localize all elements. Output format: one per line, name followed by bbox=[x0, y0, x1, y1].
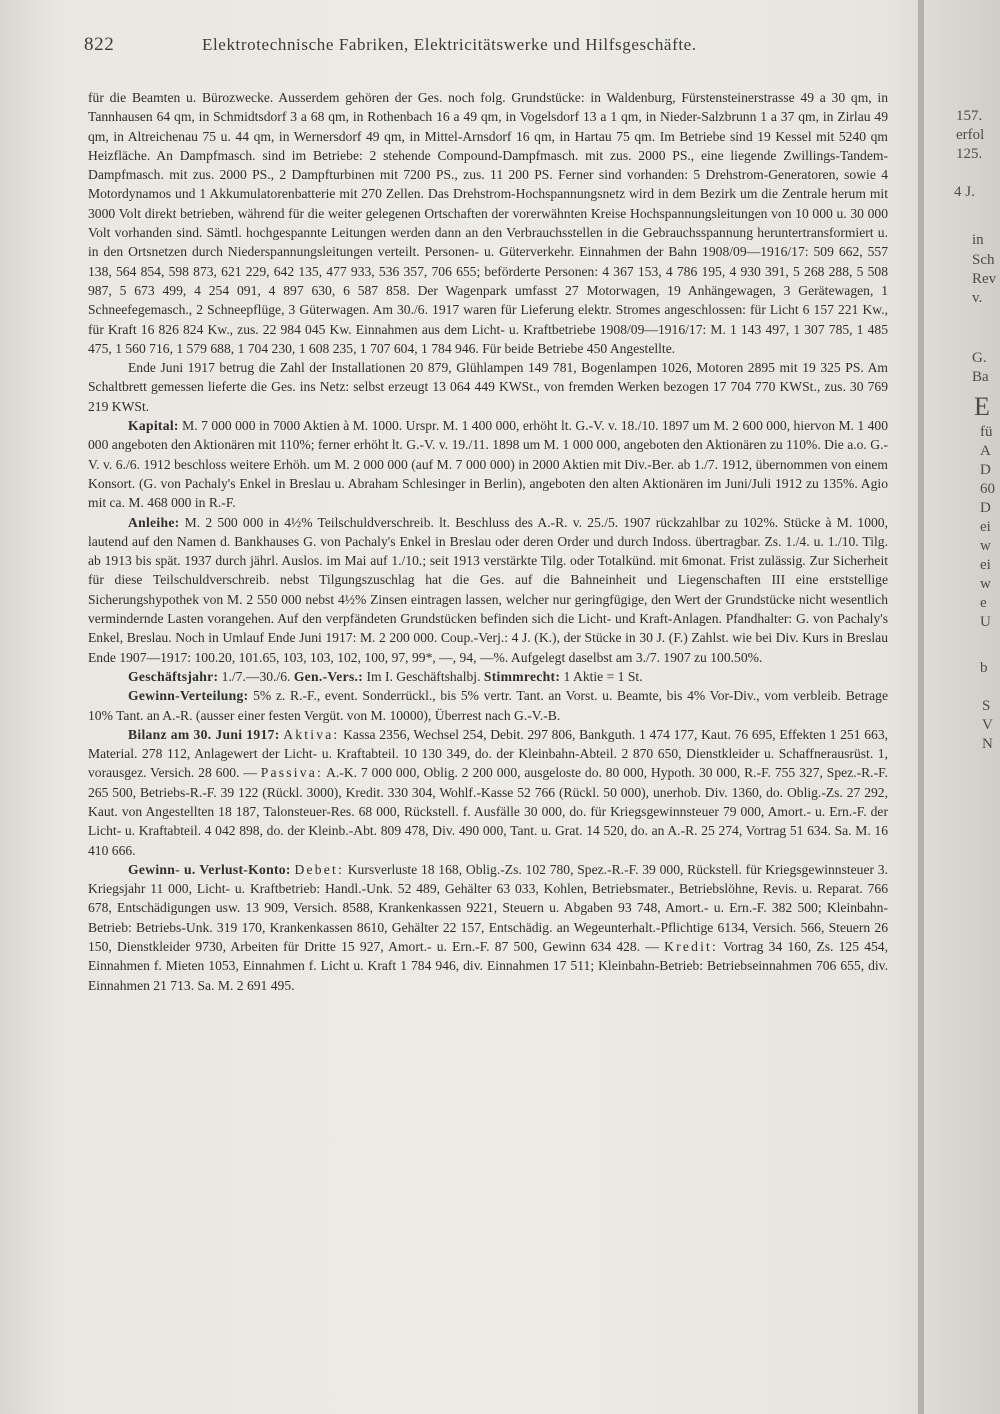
heading-anleihe: Anleihe: bbox=[128, 514, 180, 530]
text-geschaeftsjahr: 1./7.—30./6. bbox=[218, 668, 294, 684]
paragraph-facilities: für die Beamten u. Bürozwecke. Ausserdem gehören der Ges. noch folg. Grundstücke: in Waldenburg, Fürstensteinerstrasse 49 a 30 qm, in Tannhausen 64 qm, in Schmidtsdorf 3 a 68 qm, in Rothenbach 16 a 49 qm, in Vogelsdorf 13 a 1 qm, in Nieder-Salzbrunn 1 a 37 qm, in Zirlau 49 qm, in Altreichenau 75 u. 44 qm, in Wernersdorf 49 qm, in Mittel-Arnsdorf 16 qm, in Hartau 75 qm. Im Betriebe sind 19 Kessel mit 5240 qm Heizfläche. An Dampfmasch. sind im Betriebe: 2 stehende Compound-Dampfmasch. mit zus. 2000 PS., eine liegende Zwillings-Tandem-Dampfmasch. mit zus. 2000 PS., 2 Dampfturbinen mit 7200 PS., zus. 11 200 PS. Ferner sind vorhanden: 5 Drehstrom-Generatoren, sowie 4 Motordynamos und 1 Akkumulatorenbatterie mit 270 Zellen. Das Drehstrom-Hochspannungsnetz wird in dem Bezirk um die Zentrale herum mit 3000 Volt direkt betrieben, während für die weiter gelegenen Ortschaften der vorerwähnten Kreise Hochspannungsleitungen von 10 000 u. 30 000 Volt vorhanden sind. Sämtl. hochgespannte Leitungen werden dann an den Verbrauchsstellen in die Gebrauchsspannung heruntertransformiert u. in den Ortsnetzen durch Niederspannungsleitungen verteilt. Personen- u. Güterverkehr. Einnahmen der Bahn 1908/09—1916/17: 509 662, 557 138, 564 854, 598 873, 621 229, 642 135, 477 933, 536 357, 706 655; beförderte Personen: 4 367 153, 4 786 195, 4 930 391, 5 268 288, 5 508 987, 5 673 499, 4 254 091, 4 897 630, 6 587 858. Der Wagenpark umfasst 27 Motorwagen, 19 Anhängewagen, 3 Gerätewagen, 1 Schneefegemasch., 2 Schneepflüge, 3 Güterwagen. Am 30./6. 1917 waren für Lieferung elektr. Stromes angeschlossen: für Licht 6 157 221 Kw., für Kraft 16 826 824 Kw., zus. 22 984 045 Kw. Einnahmen aus dem Licht- u. Kraftbetriebe 1908/09—1916/17: M. 1 143 497, 1 307 785, 1 485 475, 1 560 716, 1 579 688, 1 704 230, 1 608 235, 1 707 604, 1 784 946. Für beide Betriebe 450 Angestellte. bbox=[88, 90, 888, 356]
margin-fragment: Ba bbox=[972, 369, 989, 385]
text-passiva: A.-K. 7 000 000, Oblig. 2 200 000, ausgeloste do. 80 000, Hypoth. 30 000, R.-F. 755 327, Spez.-R.-F. 265 500, Betriebs-R.-F. 39 122 (Rückl. 3000), Kredit. 330 304, Wohlf.-Kasse 52 766 (Rückl. 50 000), unerhob. Div. 1360, do. Oblig.-Zs. 27 292, Kaut. von Angestellten 18 187, Talonsteuer-Res. 68 000, Rückstell. f. Ausfälle 30 000, do. für Kriegsgewinnsteuer 79 000, Amort.- u. Ern.-F. der Licht- u. Kraftabteil. 4 042 898, do. der Kleinb.-Abt. 809 478, Div. 490 000, Tant. u. Grat. 14 520, do. an A.-R. 25 274, Vortrag 51 634. Sa. M. 16 410 666. bbox=[88, 765, 888, 858]
text-kredit: Vortrag 34 160, Zs. 125 454, Einnahmen f. Mieten 1053, Einnahmen f. Licht u. Kraft 1 784 946, div. Einnahmen 17 511; Kleinbahn-Betrieb: Betriebseinnahmen 706 655, div. Einnahmen 21 713. Sa. M. 2 691 495. bbox=[88, 939, 888, 993]
margin-fragment: 125. bbox=[956, 146, 983, 162]
text-gen-vers: Im I. Geschäftshalbj. bbox=[363, 668, 484, 684]
margin-fragment: Rev bbox=[972, 271, 997, 287]
paragraph-installations: Ende Juni 1917 betrug die Zahl der Installationen 20 879, Glühlampen 149 781, Bogenlampen 1026, Motoren 2895 mit 19 325 PS. Am Schaltbrett gemessen lieferte die Ges. ins Netz: selbst erzeugt 13 064 449 KWSt., von fremden Werken bezogen 17 704 770 KWSt., zus. 30 769 219 KWSt. bbox=[88, 360, 888, 414]
margin-fragment: Sch bbox=[972, 252, 995, 268]
heading-gewinn-verteilung: Gewinn-Verteilung: bbox=[128, 688, 249, 704]
heading-kapital: Kapital: bbox=[128, 418, 179, 434]
heading-stimmrecht: Stimmrecht: bbox=[483, 668, 561, 684]
running-header bbox=[84, 34, 904, 60]
label-debet: Debet: bbox=[294, 861, 344, 877]
margin-fragment: G. bbox=[972, 350, 987, 366]
label-kredit: Kredit: bbox=[664, 939, 719, 955]
heading-gewinn-verlust: Gewinn- u. Verlust-Konto: bbox=[128, 861, 291, 877]
margin-fragment: A bbox=[980, 443, 991, 459]
margin-fragment: U bbox=[980, 614, 991, 630]
page-spine-shadow bbox=[918, 0, 924, 1414]
document-body bbox=[88, 88, 888, 995]
heading-gen-vers: Gen.-Vers.: bbox=[293, 668, 364, 684]
adjacent-page-margin bbox=[926, 0, 1000, 1414]
margin-fragment: in bbox=[972, 232, 984, 248]
margin-fragment: ei bbox=[980, 519, 991, 535]
text-anleihe: M. 2 500 000 in 4½% Teilschuldverschreib. lt. Beschluss des A.-R. v. 25./5. 1907 rückzahlbar zu 102%. Stücke à M. 1000, lautend auf den Namen d. Bankhauses G. von Pachaly's Enkel in Breslau oder deren Order und durch Indoss. übertragbar. Zs. 1./4. u. 1./10. Tilg. ab 1913 bis spät. 1937 durch jährl. Auslos. im Mai auf 1./10.; seit 1913 verstärkte Tilg. oder Totalkünd. mit 6monat. Frist zulässig. Zur Sicherheit für diese Teilschuldverschreib. nebst Tilgungszuschlag hat die Ges. auf die Bahneinheit und Liegenschaften III eine erststellige Sicherungshypothek von M. 2 550 000 nebst 4½% Zinsen eintragen lassen, welcher nur geringfügige, den Wert der Grundstücke nicht wesentlich vermindernde Lasten vorangehen. Auf den verpfändeten Grundstücken befinden sich die Licht- und Kraft-Anlagen. Pfandhalter: G. von Pachaly's Enkel, Breslau. Noch in Umlauf Ende Juni 1917: M. 2 200 000. Coup.-Verj.: 4 J. (K.), der Stücke in 30 J. (F.) Zahlst. wie bei Div. Kurs in Breslau Ende 1907—1917: 100.20, 101.65, 103, 103, 102, 100, 97, 99*, —, 94, —%. Aufgelegt daselbst am 3./7. 1907 zu 100.50%. bbox=[88, 514, 888, 665]
paragraph-kapital bbox=[88, 416, 888, 512]
text-gewinn-verteilung: 5% z. R.-F., event. Sonderrückl., bis 5% vertr. Tant. an Vorst. u. Beamte, bis 4% Vor-Div., vom verbleib. Betrage 10% Tant. an A.-R. (ausser einer festen Vergüt. von M. 10000), Überrest nach G.-V.-B. bbox=[88, 688, 888, 723]
margin-fragment: v. bbox=[972, 290, 983, 306]
paragraph-gewinn-verteilung bbox=[88, 686, 888, 725]
page-number: 822 bbox=[84, 34, 115, 55]
text-aktiva: Kassa 2356, Wechsel 254, Debit. 297 806, Bankguth. 1 474 177, Kaut. 76 695, Effekten 1 251 663, Material. 278 112, Anlagewert der Licht- u. Kraftabteil. 10 130 349, do. der Kleinbahn-Abteil. 2 870 650, Dienstkleider u. Schaffnerausrüst. 1, vorausgez. Versich. 28 600. — bbox=[88, 726, 889, 781]
label-passiva: Passiva: bbox=[260, 765, 323, 781]
margin-fragment: b bbox=[980, 660, 988, 676]
margin-fragment: 4 J. bbox=[954, 184, 975, 200]
margin-fragment: 157. bbox=[956, 108, 983, 124]
margin-fragment: S bbox=[982, 698, 991, 714]
margin-fragment: w bbox=[980, 538, 991, 554]
margin-fragment: V bbox=[982, 717, 993, 733]
paragraph-geschaeftsjahr bbox=[88, 667, 888, 686]
margin-fragment: E bbox=[974, 392, 990, 421]
margin-fragment: D bbox=[980, 462, 991, 478]
margin-fragment: 60 bbox=[980, 481, 995, 497]
paragraph-gewinn-verlust bbox=[88, 860, 888, 995]
margin-fragment: D bbox=[980, 500, 991, 516]
margin-fragment: e bbox=[980, 595, 987, 611]
label-aktiva: Aktiva: bbox=[283, 726, 340, 742]
running-title: Elektrotechnische Fabriken, Elektricitätswerke und Hilfsgeschäfte. bbox=[202, 35, 697, 54]
margin-fragment: ei bbox=[980, 557, 991, 573]
text-kapital: M. 7 000 000 in 7000 Aktien à M. 1000. Urspr. M. 1 400 000, erhöht lt. G.-V. v. 18./10. 1897 um M. 2 600 000, hiervon M. 1 400 000 angeboten den Aktionären mit 110%; ferner erhöht lt. G.-V. v. 19./11. 1898 um M. 1 000 000, angeboten den Aktionären zu 110%. Die a.o. G.-V. v. 6./6. 1912 beschloss weitere Erhöh. um M. 2 000 000 (auf M. 7 000 000) in 2000 Aktien mit Div.-Ber. ab 1./7. 1912, übernommen von einem Konsort. (G. von Pachaly's Enkel in Breslau u. Abraham Schlesinger in Berlin), angeboten den alten Aktionären im Juni/Juli 1912 zu 135%. Agio mit ca. M. 468 000 in R.-F. bbox=[88, 418, 888, 511]
margin-fragment: w bbox=[980, 576, 991, 592]
paragraph-bilanz bbox=[88, 725, 888, 860]
margin-fragment: N bbox=[982, 736, 993, 752]
margin-fragment: fü bbox=[980, 424, 993, 440]
text-debet: Kursverluste 18 168, Oblig.-Zs. 102 780, Spez.-R.-F. 39 000, Rückstell. für Kriegsgewinnsteuer 3. Kriegsjahr 11 000, Licht- u. Kraftbetrieb: Handl.-Unk. 52 489, Gehälter 63 033, Kohlen, Betriebsmater., Betriebslöhne, Revis. u. Reparat. 766 678, Entschädigungen usw. 13 909, Versich. 8588, Krankenkassen 9221, Steuern u. Abgaben 93 748, Amort.- u. Ern.-F. 382 500; Kleinbahn-Betrieb: Betriebs-Unk. 319 170, Krankenkassen 8610, Gehälter 22 157, Entschädig. an Wegeunterhalt.-Pflichtige 6134, Versich. 566, Steuern 26 150, Dienstkleider 9730, Arbeiten für Dritte 15 927, Amort.- u. Ern.-F. 87 500, Gewinn 634 428. — bbox=[88, 861, 888, 955]
heading-bilanz: Bilanz am 30. Juni 1917: bbox=[128, 726, 280, 742]
heading-geschaeftsjahr: Geschäftsjahr: bbox=[128, 668, 219, 684]
margin-fragment: erfol bbox=[956, 127, 985, 143]
paragraph-anleihe bbox=[88, 513, 888, 667]
text-stimmrecht: 1 Aktie = 1 St. bbox=[560, 668, 643, 684]
